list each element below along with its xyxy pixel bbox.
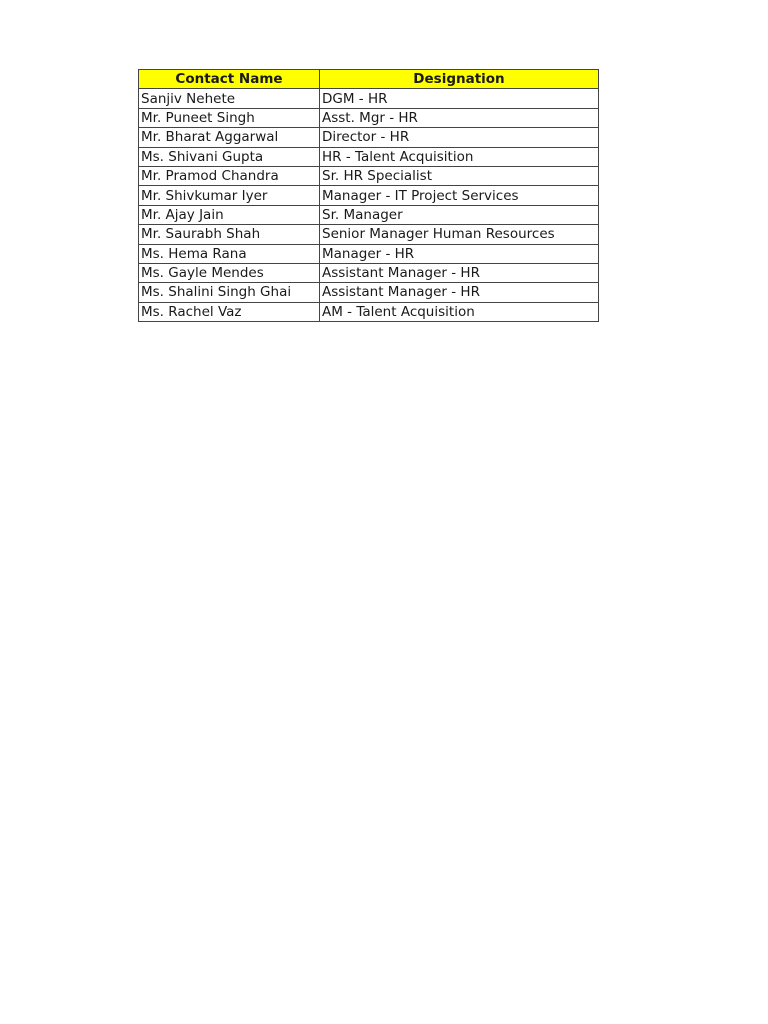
table-row bbox=[139, 244, 599, 263]
table-row bbox=[139, 225, 599, 244]
table-row bbox=[139, 283, 599, 302]
designation-cell: Senior Manager Human Resources bbox=[320, 225, 599, 244]
contact-name-cell: Mr. Saurabh Shah bbox=[139, 225, 320, 244]
header-contact-name: Contact Name bbox=[139, 70, 320, 89]
contact-name-cell: Sanjiv Nehete bbox=[139, 89, 320, 108]
table-row bbox=[139, 147, 599, 166]
designation-cell: Assistant Manager - HR bbox=[320, 283, 599, 302]
table-row bbox=[139, 302, 599, 321]
designation-cell: HR - Talent Acquisition bbox=[320, 147, 599, 166]
header-row bbox=[139, 70, 599, 89]
designation-cell: Director - HR bbox=[320, 128, 599, 147]
table-row bbox=[139, 89, 599, 108]
table-row bbox=[139, 108, 599, 127]
designation-cell: Sr. HR Specialist bbox=[320, 166, 599, 185]
contact-name-cell: Mr. Ajay Jain bbox=[139, 205, 320, 224]
contact-name-cell: Mr. Puneet Singh bbox=[139, 108, 320, 127]
table-row bbox=[139, 205, 599, 224]
designation-cell: Sr. Manager bbox=[320, 205, 599, 224]
contact-name-cell: Ms. Shivani Gupta bbox=[139, 147, 320, 166]
contact-name-cell: Ms. Shalini Singh Ghai bbox=[139, 283, 320, 302]
contact-name-cell: Mr. Bharat Aggarwal bbox=[139, 128, 320, 147]
contact-name-cell: Ms. Gayle Mendes bbox=[139, 263, 320, 282]
table-row bbox=[139, 263, 599, 282]
table-row bbox=[139, 166, 599, 185]
contacts-table bbox=[138, 69, 599, 322]
contact-name-cell: Ms. Hema Rana bbox=[139, 244, 320, 263]
designation-cell: DGM - HR bbox=[320, 89, 599, 108]
contacts-sheet bbox=[138, 69, 599, 322]
designation-cell: Manager - HR bbox=[320, 244, 599, 263]
table-row bbox=[139, 186, 599, 205]
designation-cell: Manager - IT Project Services bbox=[320, 186, 599, 205]
contact-name-cell: Mr. Shivkumar Iyer bbox=[139, 186, 320, 205]
table-row bbox=[139, 128, 599, 147]
header-designation: Designation bbox=[320, 70, 599, 89]
contact-name-cell: Ms. Rachel Vaz bbox=[139, 302, 320, 321]
designation-cell: Asst. Mgr - HR bbox=[320, 108, 599, 127]
contact-name-cell: Mr. Pramod Chandra bbox=[139, 166, 320, 185]
designation-cell: Assistant Manager - HR bbox=[320, 263, 599, 282]
designation-cell: AM - Talent Acquisition bbox=[320, 302, 599, 321]
